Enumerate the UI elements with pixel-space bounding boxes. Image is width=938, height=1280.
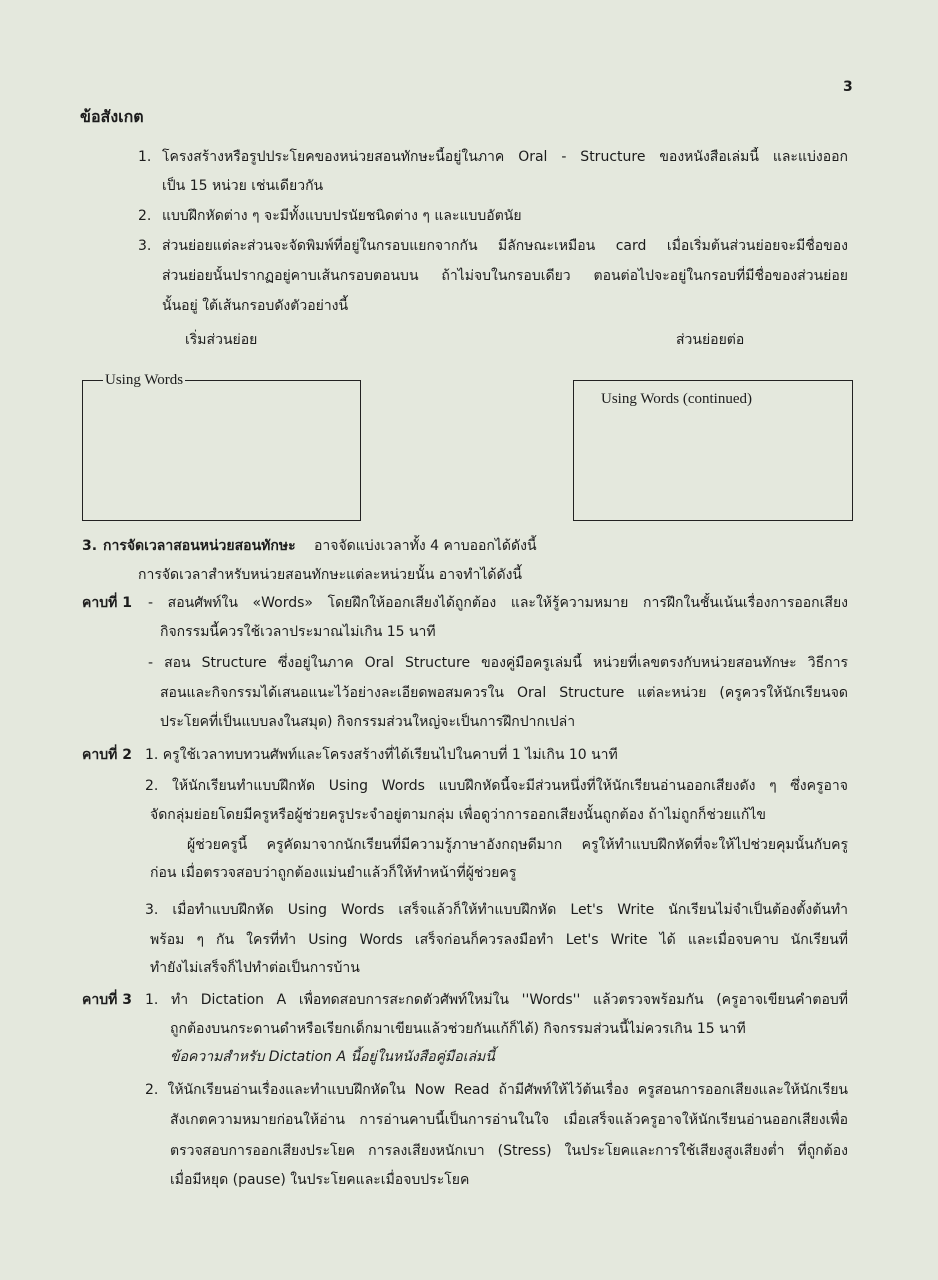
continue-box-title: Using Words (continued) bbox=[601, 391, 752, 407]
period-line: จัดกลุ่มย่อยโดยมีครูหรือผู้ช่วยครูประจำอยู่ตามกลุ่ม เพื่อดูว่าการออกเสียงนั้นถูกต้อง ถ้าไม่ถูกก็ช่วยแก้ไข bbox=[150, 807, 766, 823]
section-number: 3. bbox=[82, 538, 98, 554]
continue-label: ส่วนย่อยต่อ bbox=[676, 332, 745, 348]
period-line: ประโยคที่เป็นแบบลงในสมุด) กิจกรรมส่วนใหญ่จะเป็นการฝึกปากเปล่า bbox=[160, 714, 576, 730]
period-line: 1. ครูใช้เวลาทบทวนศัพท์และโครงสร้างที่ได้เรียนไปในคาบที่ 1 ไม่เกิน 10 นาที bbox=[145, 747, 618, 763]
heading: ข้อสังเกต bbox=[80, 107, 144, 126]
period-line: 3. เมื่อทำแบบฝึกหัด Using Words เสร็จแล้วก็ให้ทำแบบฝึกหัด Let's Write นักเรียนไม่จำเป็นต้องตั้งต้นทำ bbox=[145, 902, 848, 918]
note-number: 3. bbox=[138, 238, 152, 254]
note-line: ส่วนย่อยนั้นปรากฏอยู่คาบเส้นกรอบตอนบน ถ้าไม่จบในกรอบเดียว ตอนต่อไปจะอยู่ในกรอบที่มีชื่อของส่วนย่อย bbox=[162, 268, 848, 284]
note-line: แบบฝึกหัดต่าง ๆ จะมีทั้งแบบปรนัยชนิดต่าง ๆ และแบบอัตนัย bbox=[162, 208, 522, 224]
period-line: กิจกรรมนี้ควรใช้เวลาประมาณไม่เกิน 15 นาที bbox=[160, 624, 436, 640]
note-line: เป็น 15 หน่วย เช่นเดียวกัน bbox=[162, 178, 324, 194]
period-line: สังเกตความหมายก่อนให้อ่าน การอ่านคาบนี้เป็นการอ่านในใจ เมื่อเสร็จแล้วครูอาจให้นักเรียนอ่านออกเสียงเพื่อ bbox=[170, 1112, 848, 1128]
period-line: ผู้ช่วยครูนี้ ครูคัดมาจากนักเรียนที่มีความรู้ภาษาอังกฤษดีมาก ครูให้ทำแบบฝึกหัดที่จะให้ไปช่วยคุมนั้นกับครู bbox=[187, 837, 848, 853]
period-line: ตรวจสอบการออกเสียงประโยค การลงเสียงหนักเบา (Stress) ในประโยคและการใช้เสียงสูงเสียงต่ำ ที่ถูกต้อง bbox=[170, 1143, 848, 1159]
page-number: 3 bbox=[843, 79, 853, 95]
section-intro: การจัดเวลาสำหรับหน่วยสอนทักษะแต่ละหน่วยนั้น อาจทำได้ดังนี้ bbox=[138, 567, 522, 583]
section-title: การจัดเวลาสอนหน่วยสอนทักษะ bbox=[103, 538, 296, 554]
period-line: - สอน Structure ซึ่งอยู่ในภาค Oral Structure ของคู่มือครูเล่มนี้ หน่วยที่เลขตรงกับหน่วยสอนทักษะ วิธีการ bbox=[148, 655, 848, 671]
period-line: ก่อน เมื่อตรวจสอบว่าถูกต้องแม่นยำแล้วก็ให้ทำหน้าที่ผู้ช่วยครู bbox=[150, 865, 517, 881]
start-box-title: Using Words bbox=[105, 372, 184, 388]
section-title-rest: อาจจัดแบ่งเวลาทั้ง 4 คาบออกได้ดังนี้ bbox=[314, 538, 537, 554]
period-line: 2. ให้นักเรียนอ่านเรื่องและทำแบบฝึกหัดใน Now Read ถ้ามีศัพท์ให้ไว้ต้นเรื่อง ครูสอนการออกเสียงและให้นักเรียน bbox=[145, 1082, 848, 1098]
start-label: เริ่มส่วนย่อย bbox=[185, 332, 258, 348]
note-line: โครงสร้างหรือรูปประโยคของหน่วยสอนทักษะนี้อยู่ในภาค Oral - Structure ของหนังสือเล่มนี้ และแบ่งออก bbox=[162, 149, 848, 165]
note-line: นั้นอยู่ ใต้เส้นกรอบดังตัวอย่างนี้ bbox=[162, 298, 349, 314]
period-label: คาบที่ 2 bbox=[82, 747, 132, 763]
period-line: - สอนศัพท์ใน «Words» โดยฝึกให้ออกเสียงได้ถูกต้อง และให้รู้ความหมาย การฝึกในชั้นเน้นเรื่องการออกเสียง bbox=[148, 595, 848, 611]
period-line: ทำยังไม่เสร็จก็ไปทำต่อเป็นการบ้าน bbox=[150, 960, 360, 976]
period-label: คาบที่ 3 bbox=[82, 992, 132, 1008]
period-line: ถูกต้องบนกระดานดำหรือเรียกเด็กมาเขียนแล้วช่วยกันแก้ก็ได้) กิจกรรมส่วนนี้ไม่ควรเกิน 15 นาที bbox=[170, 1021, 746, 1037]
period-line: 1. ทำ Dictation A เพื่อทดสอบการสะกดตัวศัพท์ใหม่ใน ''Words'' แล้วตรวจพร้อมกัน (ครูอาจเขียนคำตอบที่ bbox=[145, 992, 848, 1008]
period-label: คาบที่ 1 bbox=[82, 595, 132, 611]
period-line: พร้อม ๆ กัน ใครที่ทำ Using Words เสร็จก่อนก็ควรลงมือทำ Let's Write ได้ และเมื่อจบคาบ นักเรียนที่ bbox=[150, 932, 848, 948]
period-note-italic: ข้อความสำหรับ Dictation A นี้อยู่ในหนังสือคู่มือเล่มนี้ bbox=[170, 1049, 495, 1065]
period-line: 2. ให้นักเรียนทำแบบฝึกหัด Using Words แบบฝึกหัดนี้จะมีส่วนหนึ่งที่ให้นักเรียนอ่านออกเสียงดัง ๆ ซึ่งครูอาจ bbox=[145, 778, 848, 794]
start-example-box bbox=[82, 372, 361, 521]
note-line: ส่วนย่อยแต่ละส่วนจะจัดพิมพ์ที่อยู่ในกรอบแยกจากกัน มีลักษณะเหมือน card เมื่อเริ่มต้นส่วนย่อยจะมีชื่อของ bbox=[162, 238, 848, 254]
continue-example-box bbox=[573, 380, 853, 521]
note-number: 1. bbox=[138, 149, 152, 165]
period-line: เมื่อมีหยุด (pause) ในประโยคและเมื่อจบประโยค bbox=[170, 1172, 470, 1188]
note-number: 2. bbox=[138, 208, 152, 224]
period-line: สอนและกิจกรรมได้เสนอแนะไว้อย่างละเอียดพอสมควรใน Oral Structure แต่ละหน่วย (ครูควรให้นักเรียนจด bbox=[160, 685, 848, 701]
